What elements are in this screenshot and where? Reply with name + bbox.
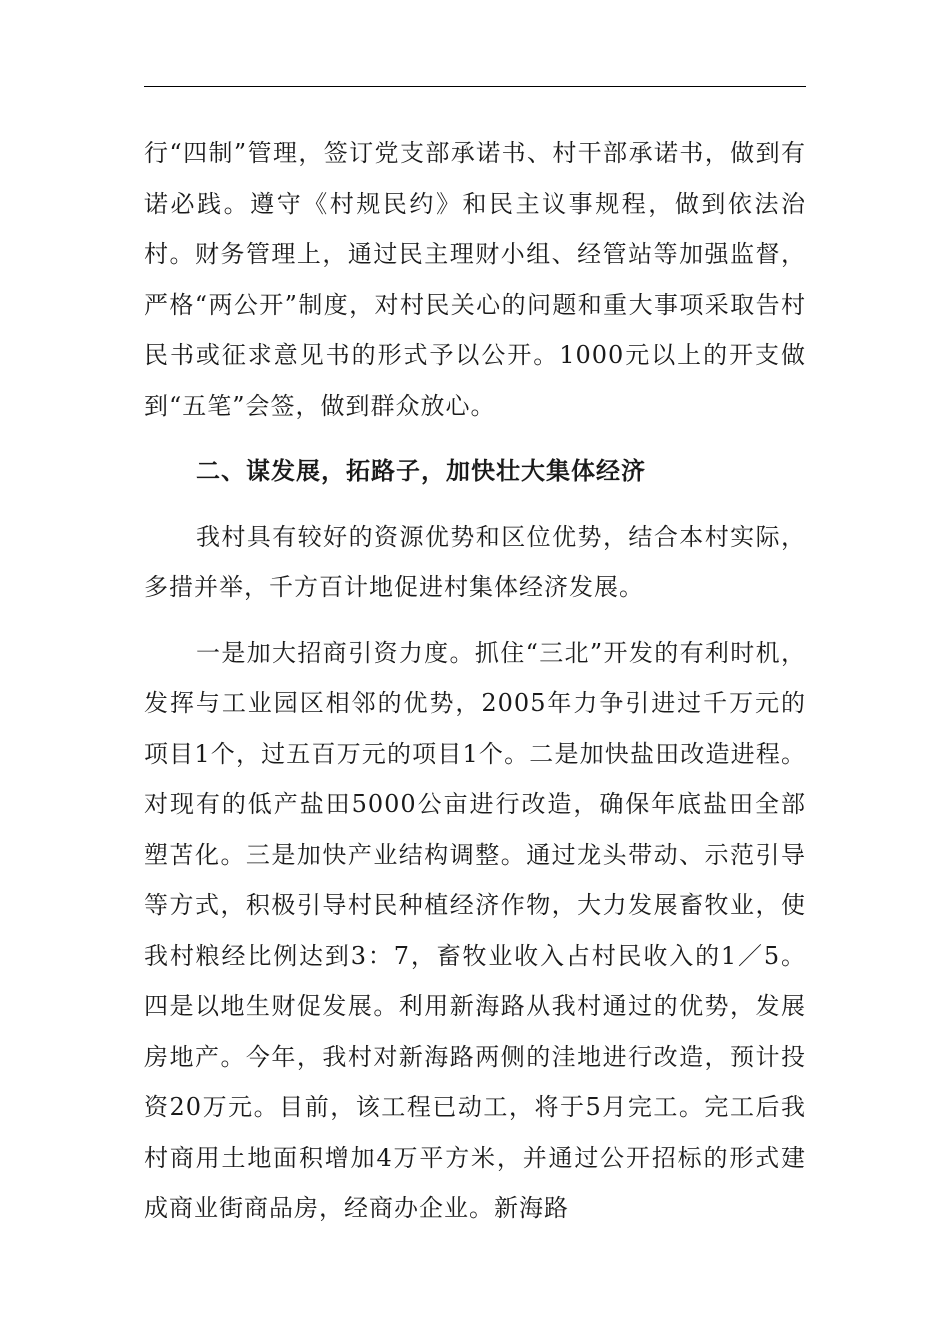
document-body xyxy=(144,128,806,1234)
paragraph-spacing xyxy=(144,613,806,628)
paragraph-resource-advantages: 我村具有较好的资源优势和区位优势，结合本村实际，多措并举，千方百计地促进村集体经济发展。 xyxy=(144,522,806,601)
header-rule xyxy=(144,86,806,87)
paragraph-spacing xyxy=(144,497,806,512)
paragraph-spacing xyxy=(144,431,806,446)
paragraph-development-measures: 一是加大招商引资力度。抓住“三北”开发的有利时机，发挥与工业园区相邻的优势，2005年力争引进过千万元的项目1个，过五百万元的项目1个。二是加快盐田改造进程。对现有的低产盐田5000公亩进行改造，确保年底盐田全部塑苫化。三是加快产业结构调整。通过龙头带动、示范引导等方式，积极引导村民种植经济作物，大力发展畜牧业，使我村粮经比例达到3：7，畜牧业收入占村民收入的1／5。四是以地生财促发展。利用新海路从我村通过的优势，发展房地产。今年，我村对新海路两侧的洼地进行改造，预计投资20万元。目前，该工程已动工，将于5月完工。完工后我村商用土地面积增加4万平方米，并通过公开招标的形式建成商业街商品房，经商办企业。新海路 xyxy=(144,638,806,1222)
section-heading-collective-economy: 二、谋发展，拓路子，加快壮大集体经济 xyxy=(196,457,646,485)
paragraph-village-management: 行“四制”管理，签订党支部承诺书、村干部承诺书，做到有诺必践。遵守《村规民约》和民主议事规程，做到依法治村。财务管理上，通过民主理财小组、经管站等加强监督，严格“两公开”制度，对村民关心的问题和重大事项采取告村民书或征求意见书的形式予以公开。1000元以上的开支做到“五笔”会签，做到群众放心。 xyxy=(144,139,806,420)
